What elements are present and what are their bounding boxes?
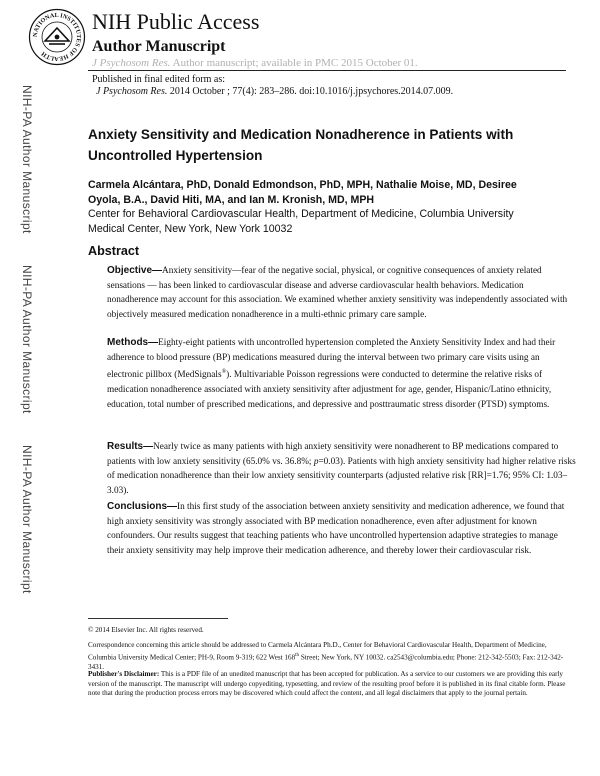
results-text: Nearly twice as many patients with high anxiety sensitivity were nonadherent to BP medications compared to patients with low anxiety sensitivity (65.0% vs. 36.8%; <box>107 442 559 467</box>
disclaimer-label: Publisher's Disclaimer: <box>88 670 160 678</box>
citation-journal: J Psychosom Res. <box>96 86 168 97</box>
header-divider <box>88 70 566 71</box>
article-title: Anxiety Sensitivity and Medication Nonadherence in Patients with Uncontrolled Hypertension <box>88 127 514 163</box>
svg-text:NATIONAL INSTITUTES OF HEALTH: NATIONAL INSTITUTES OF HEALTH <box>31 11 83 63</box>
registered-mark: ® <box>221 369 227 376</box>
correspondence-text: Correspondence concerning this article should be addressed to Carmela Alcántara Ph.D., Center for Behavioral Cardiovascular Health, Department of Medicine, Columbia University Medical Center; PH-9, Room 9-319; 622 West 168 <box>88 641 547 661</box>
availability-journal: J Psychosom Res. <box>92 57 171 69</box>
availability-text: Author manuscript; available in PMC 2015 October 01. <box>170 57 418 69</box>
results-text-cont: =0.03). Patients with high anxiety sensitivity had higher relative risks of medication nonadherence than their low anxiety sensitivity counterparts (adjusted relative risk [RR]=1.76; 95% CI: 1.03–3.03). <box>107 456 576 497</box>
conclusions-label: Conclusions— <box>107 501 178 512</box>
footnote-divider <box>88 618 228 619</box>
author-list: Carmela Alcántara, PhD, Donald Edmondson, PhD, MPH, Nathalie Moise, MD, Desiree Oyola, B.A., David Hiti, MA, and Ian M. Kronish, MD, MPH <box>88 179 517 206</box>
objective-paragraph <box>107 264 577 323</box>
published-label: Published in final edited form as: <box>92 74 226 85</box>
p-value-symbol: p <box>313 456 319 467</box>
side-watermark: NIH-PA Author Manuscript <box>20 265 34 414</box>
conclusions-text: In this first study of the association between anxiety sensitivity and medication adherence, we found that high anxiety sensitivity was strongly associated with BP medication nonadherence, even after adjustment for known confounders. Our results suggest that teaching patients who have uncontrolled hypertension adaptive strategies to manage their anxiety sensitivity may help improve their medication adherence, and thereby lower their cardiovascular risk. <box>107 502 565 557</box>
citation-details: 2014 October ; 77(4): 283–286. doi:10.1016/j.jpsychores.2014.07.009. <box>167 86 454 97</box>
copyright-notice: © 2014 Elsevier Inc. All rights reserved. <box>88 626 204 634</box>
side-watermark: NIH-PA Author Manuscript <box>20 85 34 234</box>
citation-line <box>96 86 453 98</box>
results-label: Results— <box>107 441 154 452</box>
correspondence-text-cont: Street; New York, NY 10032. ca2543@columbia.edu; Phone: 212-342-5503; Fax: 212-342-3431. <box>88 652 564 671</box>
ordinal-suffix: th <box>295 652 300 658</box>
publisher-disclaimer <box>88 670 572 699</box>
author-manuscript-label: Author Manuscript <box>92 38 226 55</box>
correspondence-note <box>88 641 572 672</box>
objective-label: Objective— <box>107 265 163 276</box>
methods-label: Methods— <box>107 337 159 348</box>
availability-note <box>92 57 418 70</box>
nih-public-access-title: NIH Public Access <box>92 9 260 34</box>
methods-text-cont: ). Multivariable Poisson regressions were conducted to determine the relative risks of medication nonadherence associated with anxiety sensitivity after adjustment for age, gender, Hispanic/Latino ethnicity, education, total number of prescribed medications, and depressive and posttraumatic stress disorder (PTSD) symptoms. <box>107 370 552 410</box>
side-watermark: NIH-PA Author Manuscript <box>20 445 34 594</box>
disclaimer-text: This is a PDF file of an unedited manuscript that has been accepted for publication. As a service to our customers we are providing this early version of the manuscript. The manuscript will undergo copyediting, typesetting, and review of the resulting proof before it is published in its final citable form. Please note that during the production process errors may be discovered which could affect the content, and all legal disclaimers that apply to the journal pertain. <box>88 670 566 698</box>
affiliation: Center for Behavioral Cardiovascular Health, Department of Medicine, Columbia University Medical Center, New York, New York 10032 <box>88 208 514 235</box>
conclusions-paragraph <box>107 500 577 559</box>
abstract-heading: Abstract <box>88 244 140 258</box>
methods-paragraph <box>107 336 577 413</box>
objective-text: Anxiety sensitivity—fear of the negative social, physical, or cognitive consequences of anxiety related sensations — has been linked to cardiovascular disease and adverse cardiovascular health behaviors. Medication nonadherence may account for this association. We examined whether anxiety sensitivity was independently associated with objectively measured medication nonadherence in a multi-ethnic primary care sample. <box>107 266 568 321</box>
results-paragraph <box>107 440 577 499</box>
nih-seal-logo <box>28 8 86 66</box>
methods-text: Eighty-eight patients with uncontrolled hypertension completed the Anxiety Sensitivity Index and had their adherence to blood pressure (BP) medications measured during the interval between two primary care visits using an electronic pillbox (MedSignals <box>107 338 556 381</box>
